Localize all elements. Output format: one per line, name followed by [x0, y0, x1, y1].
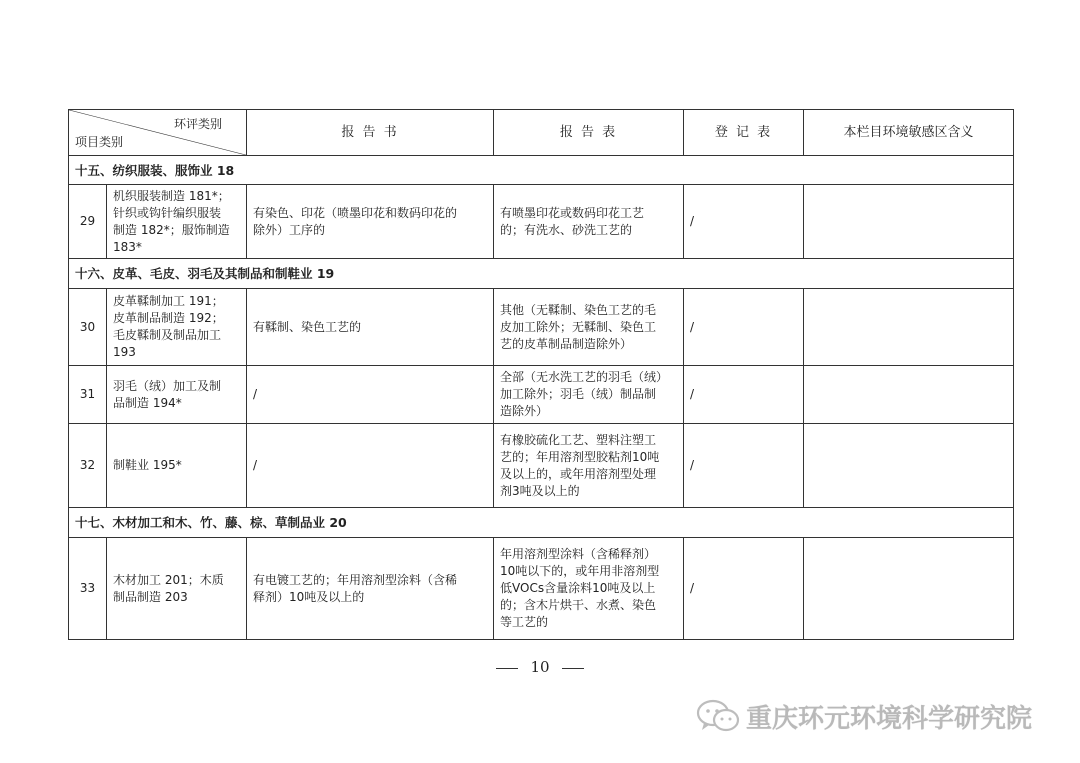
wechat-logo-icon [696, 699, 740, 733]
cell-line: 机织服装制造 181*； [113, 188, 230, 203]
col-report-form-header: 报 告 表 [494, 110, 684, 156]
report-book-cell [247, 289, 494, 366]
cell-line: 皮革鞣制加工 191； [113, 294, 224, 308]
row-number: 31 [69, 366, 107, 424]
cell-line: / [253, 458, 258, 472]
diagonal-header-cell [69, 110, 247, 156]
cell-line: 羽毛（绒）加工及制 [113, 378, 222, 393]
diag-top-label: 环评类别 [173, 117, 222, 131]
cell-line: 等工艺的 [500, 615, 549, 629]
row-number: 32 [69, 424, 107, 508]
table-row [69, 538, 1014, 640]
cell-line: / [253, 387, 258, 401]
report-form-cell [494, 289, 684, 366]
cell-line: 艺的；年用溶剂型胶粘剂10吨 [500, 449, 660, 464]
left-dash [496, 668, 518, 669]
cell-line: 品制造 194* [113, 395, 182, 410]
cell-line: 皮革制品制造 192； [113, 311, 224, 325]
cell-line: 有染色、印花（喷墨印花和数码印花的 [253, 205, 458, 220]
cell-line: 加工除外；羽毛（绒）制品制 [500, 387, 657, 401]
report-book-cell [247, 185, 494, 259]
page-number [0, 658, 1080, 676]
watermark [696, 696, 1032, 736]
cell-line: 183* [113, 239, 142, 254]
project-category [107, 289, 247, 366]
report-form-cell [494, 424, 684, 508]
cell-line: 其他（无鞣制、染色工艺的毛 [500, 302, 657, 317]
project-category [107, 538, 247, 640]
table-row [69, 185, 1014, 259]
report-book-cell [247, 424, 494, 508]
cell-line: 制品制造 203 [113, 589, 188, 604]
cell-line: 艺的皮革制品制造除外） [500, 336, 633, 351]
row-number: 33 [69, 538, 107, 640]
section-row [69, 156, 1014, 185]
cell-line: 及以上的，或年用溶剂型处理 [500, 466, 657, 481]
project-category [107, 424, 247, 508]
cell-line: 木材加工 201；木质 [113, 572, 224, 587]
section-row [69, 508, 1014, 538]
cell-line: 低VOCs含量涂料10吨及以上 [500, 581, 656, 595]
cell-line: 有电镀工艺的；年用溶剂型涂料（含稀 [253, 572, 458, 587]
cell-line: 制鞋业 195* [113, 458, 182, 472]
cell-line: 年用溶剂型涂料（含稀释剂） [500, 547, 657, 561]
sensitive-area-cell [804, 289, 1014, 366]
register-form-cell: / [684, 185, 804, 259]
sensitive-area-cell [804, 538, 1014, 640]
cell-line: 有橡胶硫化工艺、塑料注塑工 [500, 432, 657, 447]
report-book-cell [247, 366, 494, 424]
cell-line: 释剂）10吨及以上的 [253, 589, 365, 604]
cell-line: 有喷墨印花或数码印花工艺 [500, 205, 645, 220]
register-form-cell: / [684, 424, 804, 508]
table-row [69, 289, 1014, 366]
cell-line: 针织或钩针编织服装 [113, 205, 222, 220]
report-form-cell [494, 185, 684, 259]
project-category [107, 185, 247, 259]
table-body [69, 156, 1014, 640]
sensitive-area-cell [804, 366, 1014, 424]
section-row [69, 259, 1014, 289]
table-row [69, 424, 1014, 508]
report-form-cell [494, 538, 684, 640]
cell-line: 皮加工除外；无鞣制、染色工 [500, 319, 657, 334]
cell-line: 全部（无水洗工艺的羽毛（绒） [500, 370, 669, 384]
row-number: 29 [69, 185, 107, 259]
register-form-cell: / [684, 538, 804, 640]
cell-line: 毛皮鞣制及制品加工 [113, 328, 222, 342]
page-number-value: 10 [530, 658, 550, 676]
register-form-cell: / [684, 289, 804, 366]
register-form-cell: / [684, 366, 804, 424]
right-dash [562, 668, 584, 669]
col-register-header: 登 记 表 [684, 110, 804, 156]
sensitive-area-cell [804, 185, 1014, 259]
cell-line: 的；有洗水、砂洗工艺的 [500, 222, 633, 237]
cell-line: 剂3吨及以上的 [500, 483, 580, 498]
report-form-cell [494, 366, 684, 424]
cell-line: 10吨以下的，或年用非溶剂型 [500, 564, 660, 578]
cell-line: 除外）工序的 [253, 222, 326, 237]
diag-bottom-label: 项目类别 [75, 135, 124, 149]
section-title: 十五、纺织服装、服饰业 18 [69, 156, 1014, 185]
header-row [69, 110, 1014, 156]
project-category [107, 366, 247, 424]
cell-line: 制造 182*；服饰制造 [113, 222, 230, 237]
eia-classification-table [68, 109, 1014, 640]
col-report-book-header: 报 告 书 [247, 110, 494, 156]
cell-line: 的；含木片烘干、水煮、染色 [500, 598, 657, 612]
report-book-cell [247, 538, 494, 640]
cell-line: 193 [113, 345, 136, 359]
watermark-text: 重庆环元环境科学研究院 [746, 703, 1033, 734]
cell-line: 有鞣制、染色工艺的 [253, 319, 362, 334]
row-number: 30 [69, 289, 107, 366]
cell-line: 造除外） [500, 404, 549, 418]
sensitive-area-cell [804, 424, 1014, 508]
table-row [69, 366, 1014, 424]
col-sensitive-header: 本栏目环境敏感区含义 [804, 110, 1014, 156]
section-title: 十六、皮革、毛皮、羽毛及其制品和制鞋业 19 [69, 259, 1014, 289]
section-title: 十七、木材加工和木、竹、藤、棕、草制品业 20 [69, 508, 1014, 538]
